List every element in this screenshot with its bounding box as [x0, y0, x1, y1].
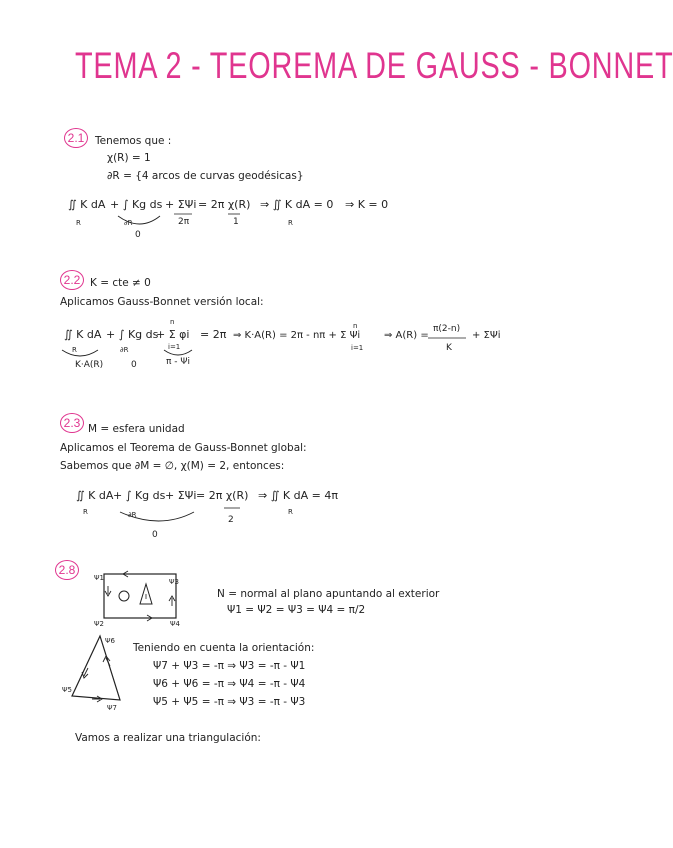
s22-eq-term1-sub: R — [72, 346, 77, 354]
exercise-number-2-3: 2.3 — [60, 413, 84, 433]
tri-angle-6: Ψ6 — [105, 637, 115, 645]
s21-eq-term3: + ΣΨi — [165, 198, 197, 211]
s21-eq-term5: ⇒ ∬ K dA = 0 — [260, 198, 334, 211]
rect-angle-3: Ψ3 — [169, 578, 179, 586]
rect-angle-2: Ψ2 — [94, 620, 104, 628]
s22-curvature: K = cte ≠ 0 — [90, 277, 151, 289]
s21-eq-term5-sub: R — [288, 219, 293, 227]
s28-triangulation: Vamos a realizar una triangulación: — [75, 732, 261, 744]
s23-eq-term5: ⇒ ∬ K dA = 4π — [258, 489, 338, 502]
exercise-number-2-1: 2.1 — [64, 128, 88, 148]
rect-angle-1: Ψ1 — [94, 574, 104, 582]
exercise-number-2-8: 2.8 — [55, 560, 79, 580]
s21-intro: Tenemos que : — [95, 135, 172, 147]
s22-eq-term2: + ∫ Kg ds — [106, 328, 159, 341]
s22-eq-term5-sub: i=1 — [351, 344, 364, 352]
s23-eq-term1-sub: R — [83, 508, 88, 516]
s21-eq-term1: ∬ K dA — [68, 198, 106, 211]
rect-angle-4: Ψ4 — [170, 620, 180, 628]
s22-eq-term1: ∬ K dA — [64, 328, 102, 341]
s23-eq-term2-sub: ∂R — [128, 511, 137, 519]
s22-frac-den: K — [446, 343, 452, 353]
tri-angle-5: Ψ5 — [62, 686, 72, 694]
s23-eq-term3: + ΣΨi — [165, 489, 197, 502]
s23-sphere: M = esfera unidad — [88, 423, 185, 435]
s21-euler: χ(R) = 1 — [107, 152, 151, 164]
s21-eq-term3-under: 2π — [178, 217, 190, 227]
s28-relation-1: Ψ7 + Ψ3 = -π ⇒ Ψ3 = -π - Ψ1 — [153, 660, 306, 672]
s22-eq-term5-top: n — [353, 322, 358, 330]
s23-eq-term4-under: 2 — [228, 515, 234, 525]
s21-eq-term2-under: 0 — [135, 230, 141, 240]
tri-angle-7: Ψ7 — [107, 704, 117, 712]
s21-boundary: ∂R = {4 arcos de curvas geodésicas} — [107, 170, 304, 182]
s22-eq-term3-sub: i=1 — [168, 343, 181, 351]
s23-eq-term2: + ∫ Kg ds — [113, 489, 166, 502]
s23-apply: Aplicamos el Teorema de Gauss-Bonnet global: — [60, 442, 307, 454]
exercise-number-2-2: 2.2 — [60, 270, 84, 290]
s21-eq-term4: = 2π χ(R) — [198, 198, 251, 211]
s28-orientation: Teniendo en cuenta la orientación: — [133, 642, 315, 654]
s28-normal: N = normal al plano apuntando al exterior — [217, 588, 440, 600]
s21-eq-term1-sub: R — [76, 219, 81, 227]
s23-eq-term5-sub: R — [288, 508, 293, 516]
s23-eq-term2-under: 0 — [152, 530, 158, 540]
s22-eq-term2-sub: ∂R — [120, 346, 129, 354]
s22-frac-num: π(2-n) — [433, 324, 461, 334]
s21-eq-term2-sub: ∂R — [124, 219, 133, 227]
s28-relation-2: Ψ6 + Ψ6 = -π ⇒ Ψ4 = -π - Ψ4 — [153, 678, 306, 690]
s23-known: Sabemos que ∂M = ∅, χ(M) = 2, entonces: — [60, 460, 285, 472]
s21-eq-term4-under: 1 — [233, 217, 239, 227]
s22-eq-term3: + Σ φi — [156, 328, 190, 341]
s28-angles: Ψ1 = Ψ2 = Ψ3 = Ψ4 = π/2 — [227, 604, 366, 616]
s23-eq-term4: = 2π χ(R) — [196, 489, 249, 502]
s22-eq-term5: ⇒ K·A(R) = 2π - nπ + Σ Ψi — [233, 330, 361, 341]
s22-apply: Aplicamos Gauss-Bonnet versión local: — [60, 296, 264, 308]
s22-eq-term2-under: 0 — [131, 360, 137, 370]
s21-eq-term2: + ∫ Kg ds — [110, 198, 163, 211]
s22-eq-term6: ⇒ A(R) = — [384, 330, 429, 341]
s22-eq-term4: = 2π — [200, 328, 227, 341]
s22-eq-term3-top: n — [170, 318, 175, 326]
s22-eq-term1-under: K·A(R) — [75, 360, 104, 370]
s23-eq-term1: ∬ K dA — [76, 489, 114, 502]
page-title: TEMA 2 - TEOREMA DE GAUSS - BONNET — [75, 45, 673, 86]
s22-eq-term3-under: π - Ψi — [166, 357, 190, 367]
s21-eq-term6: ⇒ K = 0 — [345, 198, 389, 211]
s22-eq-term7: + ΣΨi — [472, 330, 501, 341]
s28-relation-3: Ψ5 + Ψ5 = -π ⇒ Ψ3 = -π - Ψ3 — [153, 696, 306, 708]
